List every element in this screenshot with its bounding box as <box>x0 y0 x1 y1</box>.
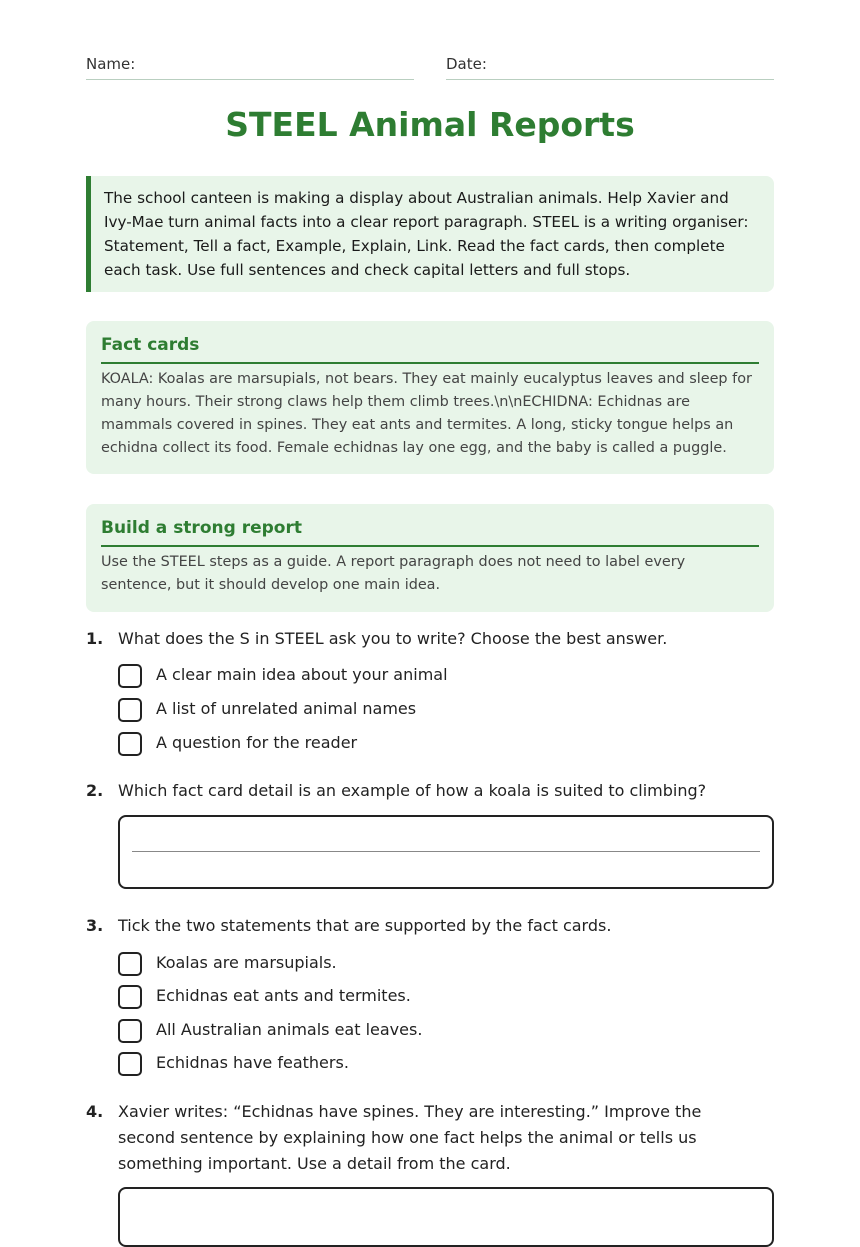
option-label: Echidnas eat ants and termites. <box>156 986 411 1005</box>
question-4 <box>86 1099 774 1216</box>
question-text: Tick the two statements that are supported by the fact cards. <box>118 916 612 935</box>
question-number: 2. <box>86 781 104 800</box>
page-title: STEEL Animal Reports <box>225 105 635 144</box>
name-field[interactable] <box>86 54 414 80</box>
option-label: Echidnas have feathers. <box>156 1053 349 1072</box>
date-field[interactable] <box>446 54 774 80</box>
option-label: All Australian animals eat leaves. <box>156 1020 423 1039</box>
checkbox[interactable] <box>118 698 142 722</box>
build-report-body: Use the STEEL steps as a guide. A report paragraph does not need to label every sentence, but it should develop one main idea. <box>101 554 686 593</box>
answer-box[interactable] <box>118 815 774 889</box>
fact-cards-body: KOALA: Koalas are marsupials, not bears. They eat mainly eucalyptus leaves and sleep for many hours. Their strong claws help them climb trees.\n\nECHIDNA: Echidnas are mammals covered in spines. They eat ants and termites. A long, sticky tongue helps an echidna collect its food. Female echidnas lay one egg, and the baby is called a puggle. <box>101 371 752 456</box>
option-label: A list of unrelated animal names <box>156 699 417 718</box>
build-report-title: Build a strong report <box>101 516 759 547</box>
question-2 <box>86 778 774 890</box>
intro-panel: The school canteen is making a display about Australian animals. Help Xavier and Ivy-Mae turn animal facts into a clear report paragraph. STEEL is a writing organiser: Statement, Tell a fact, Example, Explain, Link. Read the fact cards, then complete each task. Use full sentences and check capital letters and full stops. <box>86 176 774 292</box>
date-label: Date: <box>446 55 487 73</box>
build-report-panel <box>86 504 774 612</box>
name-date-row <box>86 54 774 80</box>
fact-cards-panel <box>86 321 774 474</box>
option-label: Koalas are marsupials. <box>156 953 337 972</box>
question-1 <box>86 626 774 766</box>
option-label: A question for the reader <box>156 733 358 752</box>
question-number: 1. <box>86 629 104 648</box>
question-text: Which fact card detail is an example of how a koala is suited to climbing? <box>118 781 707 800</box>
answer-line <box>132 851 760 852</box>
checkbox[interactable] <box>118 1052 142 1076</box>
checkbox[interactable] <box>118 952 142 976</box>
question-number: 3. <box>86 916 104 935</box>
answer-box[interactable] <box>118 1187 774 1247</box>
fact-cards-title: Fact cards <box>101 333 759 364</box>
question-text: Xavier writes: “Echidnas have spines. They are interesting.” Improve the second sentence by explaining how one fact helps the animal or tells us something important. Use a detail from the card. <box>118 1102 702 1173</box>
checkbox[interactable] <box>118 985 142 1009</box>
checkbox[interactable] <box>118 664 142 688</box>
option-label: A clear main idea about your animal <box>156 665 448 684</box>
question-text: What does the S in STEEL ask you to write? Choose the best answer. <box>118 629 668 648</box>
question-3 <box>86 913 774 1083</box>
checkbox[interactable] <box>118 732 142 756</box>
question-number: 4. <box>86 1102 104 1121</box>
name-label: Name: <box>86 55 136 73</box>
checkbox[interactable] <box>118 1019 142 1043</box>
